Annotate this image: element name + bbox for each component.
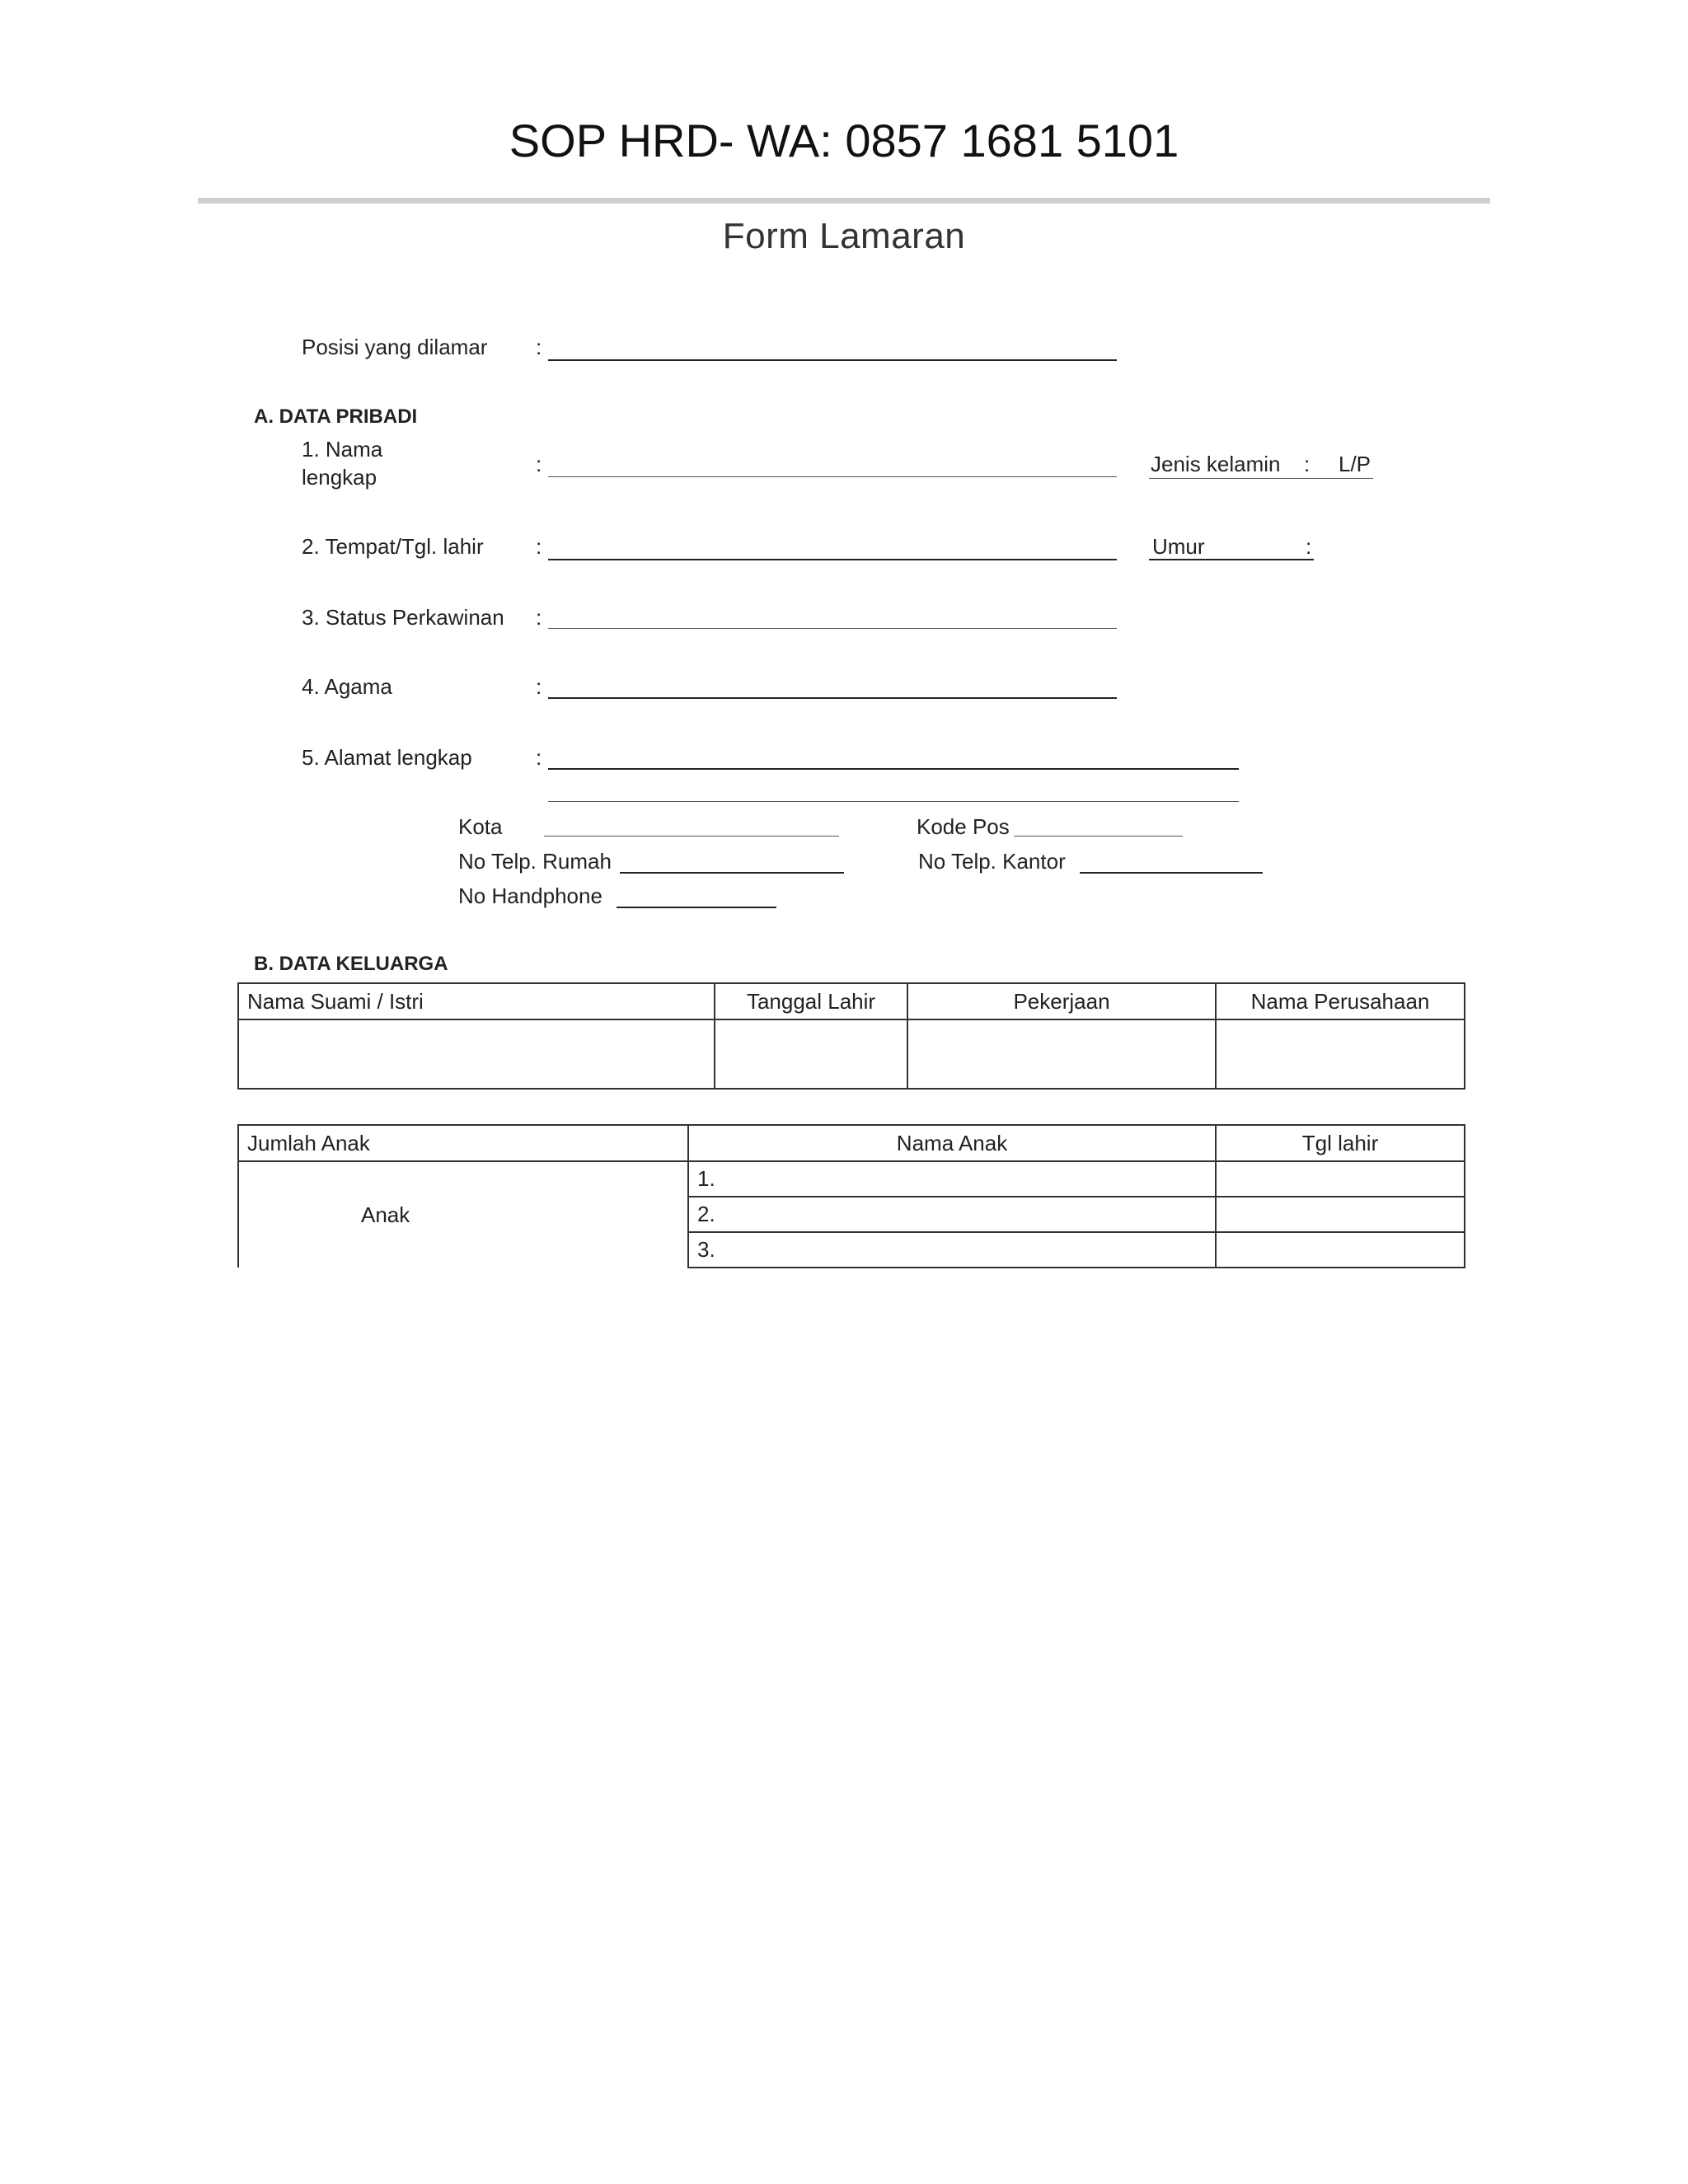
spouse-header-name: Nama Suami / Istri (238, 983, 715, 1019)
spouse-header-birthdate: Tanggal Lahir (715, 983, 907, 1019)
religion-colon: : (536, 674, 542, 699)
birth-field[interactable] (548, 559, 1117, 560)
birth-colon: : (536, 534, 542, 559)
child-name-row-3[interactable]: 3. (688, 1232, 1216, 1268)
children-header-name: Nama Anak (688, 1125, 1216, 1161)
home-phone-field[interactable] (620, 872, 844, 874)
address-label: 5. Alamat lengkap (302, 745, 472, 770)
mobile-field[interactable] (617, 907, 776, 908)
header-divider (198, 198, 1490, 204)
marital-label: 3. Status Perkawinan (302, 605, 504, 630)
birth-label: 2. Tempat/Tgl. lahir (302, 534, 484, 559)
name-colon: : (536, 452, 542, 476)
child-birthdate-row-1[interactable] (1216, 1161, 1465, 1197)
age-colon: : (1306, 534, 1312, 559)
gender-underline (1149, 478, 1373, 479)
postal-label: Kode Pos (917, 814, 1010, 839)
religion-field[interactable] (548, 697, 1117, 699)
children-count-cell[interactable] (238, 1161, 688, 1268)
spouse-table (237, 982, 1465, 1090)
section-b-heading: B. DATA KELUARGA (254, 953, 448, 975)
child-birthdate-row-2[interactable] (1216, 1197, 1465, 1232)
spouse-company-cell[interactable] (1216, 1019, 1465, 1089)
office-phone-label: No Telp. Kantor (918, 849, 1066, 874)
child-birthdate-row-3[interactable] (1216, 1232, 1465, 1268)
form-title: Form Lamaran (722, 216, 966, 256)
children-header-birthdate: Tgl lahir (1216, 1125, 1465, 1161)
gender-label: Jenis kelamin (1151, 452, 1281, 476)
address-field-1[interactable] (548, 768, 1239, 770)
spouse-birthdate-cell[interactable] (715, 1019, 907, 1089)
position-colon: : (536, 335, 542, 359)
position-field[interactable] (548, 359, 1117, 361)
marital-colon: : (536, 605, 542, 630)
mobile-label: No Handphone (458, 883, 603, 908)
religion-label: 4. Agama (302, 674, 392, 699)
child-name-row-1[interactable]: 1. (688, 1161, 1216, 1197)
office-phone-field[interactable] (1080, 872, 1263, 874)
name-label-1: 1. Nama (302, 437, 383, 462)
gender-colon: : (1304, 452, 1311, 476)
age-label: Umur (1152, 534, 1205, 559)
children-table (237, 1124, 1465, 1268)
children-header-count: Jumlah Anak (238, 1125, 688, 1161)
age-field[interactable] (1149, 559, 1314, 560)
section-a-heading: A. DATA PRIBADI (254, 405, 418, 428)
postal-field[interactable] (1014, 836, 1183, 837)
gender-value[interactable]: L/P (1339, 452, 1372, 476)
address-colon: : (536, 745, 542, 770)
marital-field[interactable] (548, 628, 1117, 629)
name-label-2: lengkap (302, 465, 377, 490)
city-field[interactable] (544, 836, 839, 837)
spouse-name-cell[interactable] (238, 1019, 715, 1089)
home-phone-label: No Telp. Rumah (458, 849, 612, 874)
city-label: Kota (458, 814, 503, 839)
children-count-label: Anak (361, 1202, 410, 1227)
page-header: SOP HRD- WA: 0857 1681 5101 (509, 115, 1179, 166)
spouse-header-company: Nama Perusahaan (1216, 983, 1465, 1019)
child-name-row-2[interactable]: 2. (688, 1197, 1216, 1232)
spouse-header-occupation: Pekerjaan (907, 983, 1216, 1019)
spouse-occupation-cell[interactable] (907, 1019, 1216, 1089)
address-field-2[interactable] (548, 801, 1239, 802)
name-field[interactable] (548, 476, 1117, 477)
position-label: Posisi yang dilamar (302, 335, 488, 359)
